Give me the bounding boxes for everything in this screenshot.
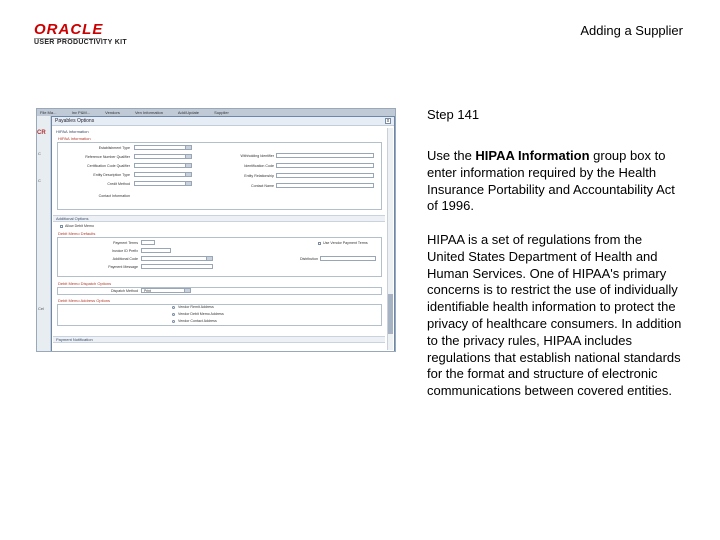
- checkbox-label: Use Vendor Payment Terms: [323, 241, 368, 245]
- document-title: Adding a Supplier: [580, 23, 683, 38]
- instruction-post: group box to enter information required by the Health Insurance Portability and Accountability Act of 1996.: [427, 148, 675, 214]
- nav-item[interactable]: File Ma...: [40, 110, 57, 115]
- nav-item[interactable]: Supplier: [214, 110, 229, 115]
- checkbox-label: Allow Debit Memo: [65, 224, 94, 228]
- field-label: Entity Relationship: [244, 174, 274, 178]
- field-label: Establishment Type: [98, 146, 130, 150]
- radio-contact-address[interactable]: [172, 320, 175, 323]
- field-label: Dispatch Method: [111, 289, 138, 293]
- dispatch-method-dropdown[interactable]: [141, 288, 191, 293]
- dispatch-options-title: Debit Memo Dispatch Options: [58, 281, 112, 286]
- logo-brand: ORACLE: [34, 21, 104, 38]
- dispatch-method-value: Print: [144, 289, 151, 293]
- radio-label: Vendor Remit Address: [178, 305, 214, 309]
- payment-terms-input[interactable]: [141, 240, 155, 245]
- radio-label: Vendor Debit Memo Address: [178, 312, 224, 316]
- background-label: Cel: [38, 306, 45, 311]
- breadcrumb-nav: [37, 109, 396, 116]
- field-label: Payment Message: [108, 265, 138, 269]
- background-page-heading: CR: [37, 130, 46, 136]
- distribution-input[interactable]: [320, 256, 376, 261]
- logo-subtitle: USER PRODUCTIVITY KIT: [34, 39, 127, 46]
- hipaa-subsection-title: HIPAA Information: [58, 136, 91, 141]
- scrollbar-thumb[interactable]: [388, 294, 393, 334]
- field-label: Identification Code: [244, 164, 274, 168]
- allow-debit-memo-checkbox[interactable]: [60, 225, 63, 228]
- certification-qualifier-dropdown[interactable]: [134, 163, 192, 168]
- instruction-text: [427, 148, 683, 215]
- invoice-prefix-input[interactable]: [141, 248, 171, 253]
- field-label: Invoice ID Prefix: [111, 249, 138, 253]
- nav-item[interactable]: Inv P&M...: [71, 110, 91, 115]
- contact-name-input[interactable]: [276, 183, 374, 188]
- identification-code-input[interactable]: [276, 163, 374, 168]
- instruction-bold: HIPAA Information: [475, 148, 590, 163]
- instruction-pre: Use the: [427, 148, 476, 163]
- debit-memo-defaults-title: Debit Memo Defaults: [58, 231, 96, 236]
- nav-item[interactable]: Add/Update: [177, 110, 200, 115]
- field-label: Reference Number Qualifier: [85, 155, 130, 159]
- oracle-upk-logo: [34, 22, 154, 52]
- field-label: Withholding Identifier: [240, 154, 274, 158]
- explanation-paragraph: HIPAA is a set of regulations from the United States Department of Health and Human Services. One of HIPAA's primary concerns is to restrict the use of individually identifiable health information to protect the privacy of healthcare consumers. In addition to the privacy rules, HIPAA includes regulations that establish national standards for the format and structure of electronic communications between covered entities.: [427, 232, 682, 399]
- establishment-type-dropdown[interactable]: [134, 145, 192, 150]
- field-label: Contact Information: [98, 194, 130, 198]
- background-label: C: [38, 178, 41, 183]
- payment-message-input[interactable]: [141, 264, 213, 269]
- screenshot-thumbnail: [36, 108, 396, 352]
- field-label: Credit Method: [107, 182, 130, 186]
- field-label: Distribution: [300, 257, 318, 261]
- credit-method-dropdown[interactable]: [134, 181, 192, 186]
- additional-code-dropdown[interactable]: [141, 256, 213, 261]
- field-label: Certification Code Qualifier: [87, 164, 130, 168]
- nav-item[interactable]: Ven Information: [134, 110, 163, 115]
- modal-title: Payables Options: [52, 117, 394, 126]
- field-label: Entity Description Type: [93, 173, 130, 177]
- scrollbar[interactable]: [387, 128, 393, 350]
- close-icon[interactable]: x: [386, 118, 390, 124]
- withholding-identifier-input[interactable]: [276, 153, 374, 158]
- nav-item[interactable]: Vendors: [105, 110, 120, 115]
- payables-options-modal: [51, 116, 395, 352]
- address-options-title: Debit Memo Address Options: [58, 298, 111, 303]
- background-label: C: [38, 151, 41, 156]
- background-page: [37, 116, 51, 352]
- radio-label: Vendor Contact Address: [178, 319, 217, 323]
- hipaa-section-header[interactable]: HIPAA Information: [56, 129, 89, 134]
- reference-qualifier-dropdown[interactable]: [134, 154, 192, 159]
- entity-type-dropdown[interactable]: [134, 172, 192, 177]
- use-vendor-terms-checkbox[interactable]: [318, 242, 321, 245]
- radio-debit-memo-address[interactable]: [172, 313, 175, 316]
- entity-relationship-input[interactable]: [276, 173, 374, 178]
- field-label: Additional Code: [112, 257, 138, 261]
- field-label: Payment Terms: [113, 241, 138, 245]
- logo-divider: [34, 38, 102, 39]
- payment-notification-header[interactable]: Payment Notification: [53, 336, 385, 343]
- radio-remit-address[interactable]: [172, 306, 175, 309]
- field-label: Contact Name: [251, 184, 274, 188]
- step-number: Step 141: [427, 107, 480, 122]
- additional-options-header[interactable]: Additional Options: [53, 215, 385, 222]
